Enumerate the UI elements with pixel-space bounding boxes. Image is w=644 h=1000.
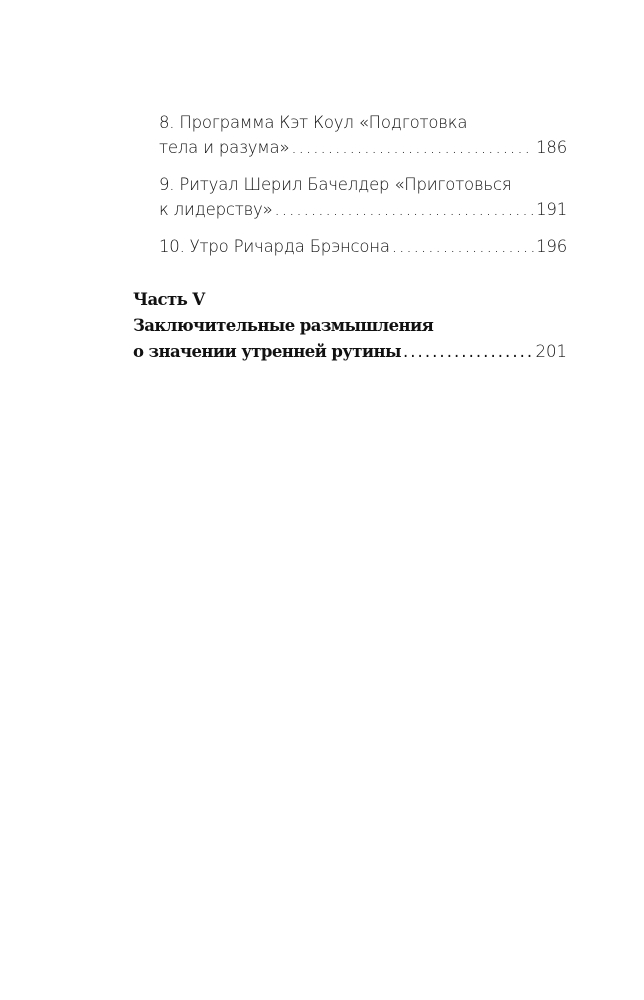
entry-title-line: тела и разума» (159, 138, 290, 157)
page-number: 191 (536, 200, 567, 219)
entry-title-line: 8. Программа Кэт Коул «Подготовка (159, 113, 468, 132)
page-number: 186 (536, 138, 567, 157)
entry-title-line: 9. Ритуал Шерил Бачелдер «Приготовься (159, 175, 512, 194)
toc-entry[interactable] (133, 172, 567, 222)
toc-part-entry[interactable] (133, 287, 567, 365)
leader-dots (275, 197, 535, 222)
page-number: 196 (536, 237, 567, 256)
entry-title-line: 10. Утро Ричарда Брэнсона (159, 237, 390, 256)
leader-dots (403, 339, 534, 365)
toc-entry[interactable] (133, 234, 567, 259)
part-label: Часть V (133, 290, 205, 309)
table-of-contents (133, 110, 567, 365)
part-title-line: Заключительные размышления (133, 316, 434, 335)
entry-title-line: к лидерству» (159, 200, 273, 219)
leader-dots (291, 135, 534, 160)
page-number: 201 (535, 342, 567, 361)
leader-dots (392, 234, 534, 259)
toc-entry[interactable] (133, 110, 567, 160)
part-title-line: о значении утренней рутины (133, 342, 401, 361)
